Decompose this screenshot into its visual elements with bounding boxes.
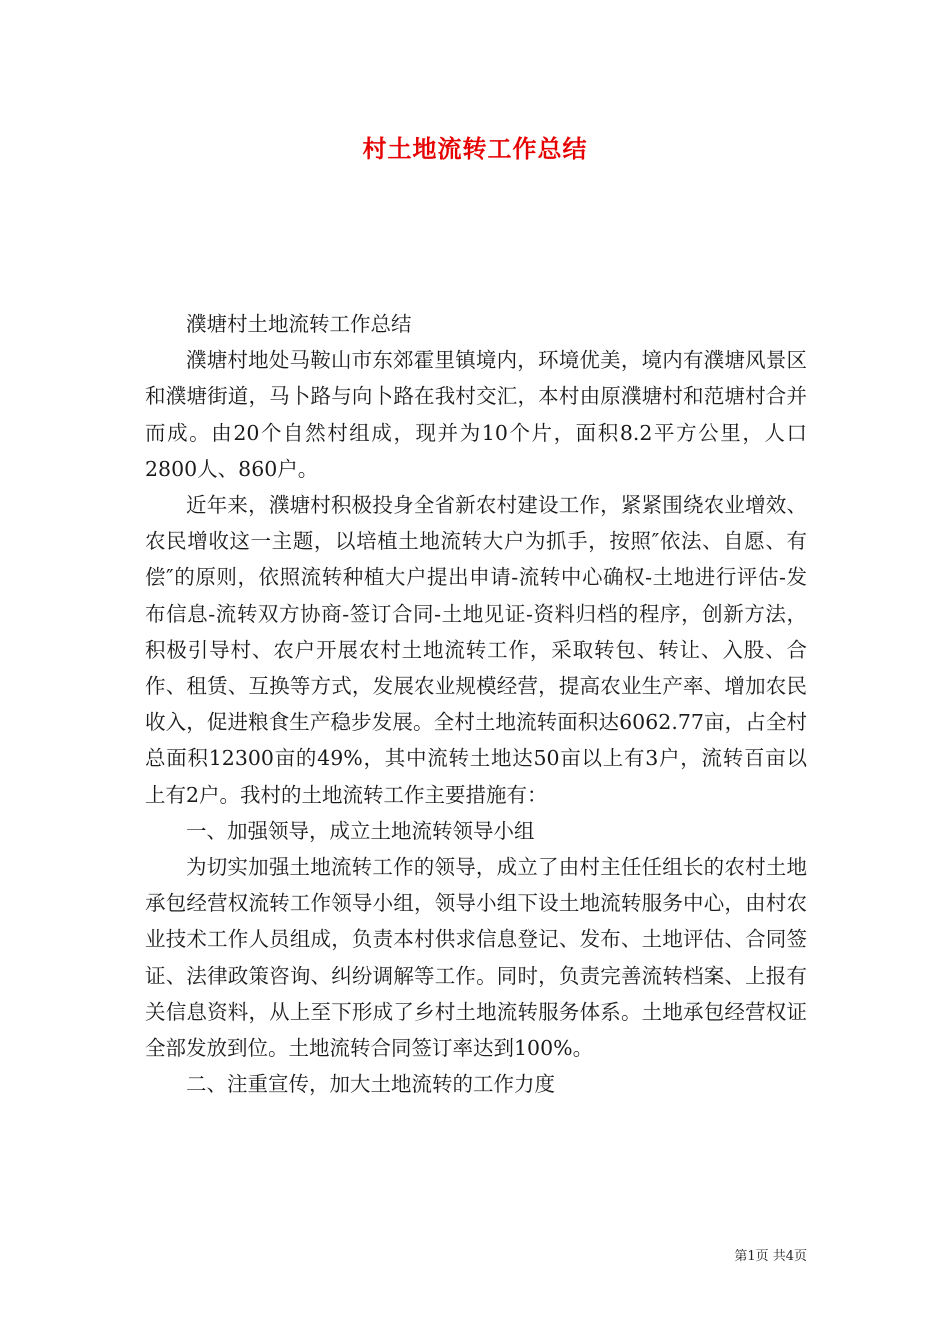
paragraph-overview: 近年来，濮塘村积极投身全省新农村建设工作，紧紧围绕农业增效、农民增收这一主题，以培植土地流转大户为抓手，按照″依法、自愿、有偿″的原则，依照流转种植大户提出申请-流转中心确权-土地进行评估-发布信息-流转双方协商-签订合同-土地见证-资料归档的程序，创新方法，积极引导村、农户开展农村土地流转工作，采取转包、转让、入股、合作、租赁、互换等方式，发展农业规模经营，提高农业生产率、增加农民收入，促进粮食生产稳步发展。全村土地流转面积达6062.77亩，占全村总面积12300亩的49%，其中流转土地达50亩以上有3户，流转百亩以上有2户。我村的土地流转工作主要措施有： <box>145 493 807 807</box>
page-number-footer: 第1页 共4页 <box>734 1249 807 1264</box>
section-heading-1: 一、加强领导，成立土地流转领导小组 <box>186 818 535 843</box>
document-body <box>145 306 807 1102</box>
section-heading-2: 二、注重宣传，加大土地流转的工作力度 <box>186 1072 555 1097</box>
paragraph-section-1: 为切实加强土地流转工作的领导，成立了由村主任任组长的农村土地承包经营权流转工作领导小组，领导小组下设土地流转服务中心，由村农业技术工作人员组成，负责本村供求信息登记、发布、土地评估、合同签证、法律政策咨询、纠纷调解等工作。同时，负责完善流转档案、上报有关信息资料，从上至下形成了乡村土地流转服务体系。土地承包经营权证全部发放到位。土地流转合同签订率达到100%。 <box>145 855 807 1061</box>
document-title: 村土地流转工作总结 <box>362 134 588 163</box>
paragraph-intro: 濮塘村地处马鞍山市东郊霍里镇境内，环境优美，境内有濮塘风景区和濮塘街道，马卜路与向卜路在我村交汇，本村由原濮塘村和范塘村合并而成。由20个自然村组成，现并为10个片，面积8.2平方公里，人口2800人、860户。 <box>145 348 807 481</box>
paragraph-subtitle: 濮塘村土地流转工作总结 <box>186 312 412 336</box>
